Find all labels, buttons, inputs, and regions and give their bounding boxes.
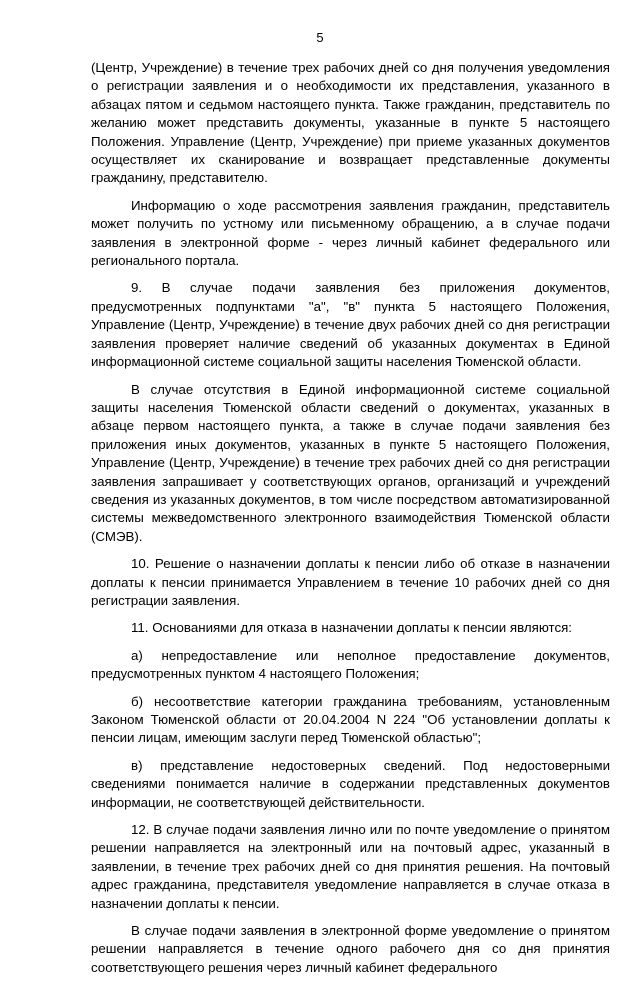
document-body <box>91 59 610 986</box>
paragraph-clause-10: 10. Решение о назначении доплаты к пенсии либо об отказе в назначении доплаты к пенсии принимается Управлением в течение 10 рабочих дней со дня регистрации заявления. <box>91 556 610 608</box>
paragraph-clause-12: 12. В случае подачи заявления лично или по почте уведомление о принятом решении направляется на электронный или на почтовый адрес, указанный в заявлении, в течение трех рабочих дней со дня принятия решения. На почтовый адрес гражданина, представителя уведомление направляется в случае отказа в назначении доплаты к пенсии. <box>91 822 610 911</box>
page-number: 5 <box>316 30 324 45</box>
paragraph-clause-9-interagency-request: В случае отсутствия в Единой информационной системе социальной защиты населения Тюменской области сведений о документах, указанных в абзаце первом настоящего пункта, а также в случае подачи заявления без приложения иных документов, указанных в пункте 5 настоящего Положения, Управление (Центр, Учреждение) в течение трех рабочих дней со дня регистрации заявления запрашивает у соответствующих органов, организаций и учреждений сведения из указанных документов, в том числе посредством автоматизированной системы межведомственного электронного взаимодействия Тюменской области (СМЭВ). <box>91 381 610 544</box>
paragraph-clause-11-a: а) непредоставление или неполное предоставление документов, предусмотренных пунктом 4 настоящего Положения; <box>91 647 610 682</box>
paragraph-clause-11-b: б) несоответствие категории гражданина требованиям, установленным Законом Тюменской области от 20.04.2004 N 224 "Об установлении доплаты к пенсии лицам, имеющим заслуги перед Тюменской областью"; <box>91 693 610 746</box>
paragraph-clause-11-c: в) представление недостоверных сведений. Под недостоверными сведениями понимается наличие в содержании представленных документов информации, не соответствующей действительности. <box>91 757 610 810</box>
paragraph-continuation: (Центр, Учреждение) в течение трех рабочих дней со дня получения уведомления о регистрации заявления и о необходимости их представления, указанного в абзацах пятом и седьмом настоящего пункта. Также гражданин, представитель по желанию может представить документы, указанные в пункте 5 настоящего Положения. Управление (Центр, Учреждение) при приеме указанных документов осуществляет их сканирование и возвращает представленные документы гражданину, представителю. <box>91 60 610 186</box>
paragraph-clause-9: 9. В случае подачи заявления без приложения документов, предусмотренных подпунктами "а", "в" пункта 5 настоящего Положения, Управление (Центр, Учреждение) в течение двух рабочих дней со дня регистрации заявления проверяет наличие сведений об указанных документах в Единой информационной системе социальной защиты населения Тюменской области. <box>91 280 610 370</box>
paragraph-clause-12-electronic: В случае подачи заявления в электронной форме уведомление о принятом решении направляется в течение одного рабочего дня со дня принятия соответствующего решения через личный кабинет федерального <box>91 923 610 975</box>
paragraph-clause-11: 11. Основаниями для отказа в назначении доплаты к пенсии являются: <box>131 620 573 636</box>
paragraph-application-status-info: Информацию о ходе рассмотрения заявления гражданин, представитель может получить по устному или письменному обращению, а в случае подачи заявления в электронной форме - через личный кабинет федерального или регионального портала. <box>91 197 610 269</box>
